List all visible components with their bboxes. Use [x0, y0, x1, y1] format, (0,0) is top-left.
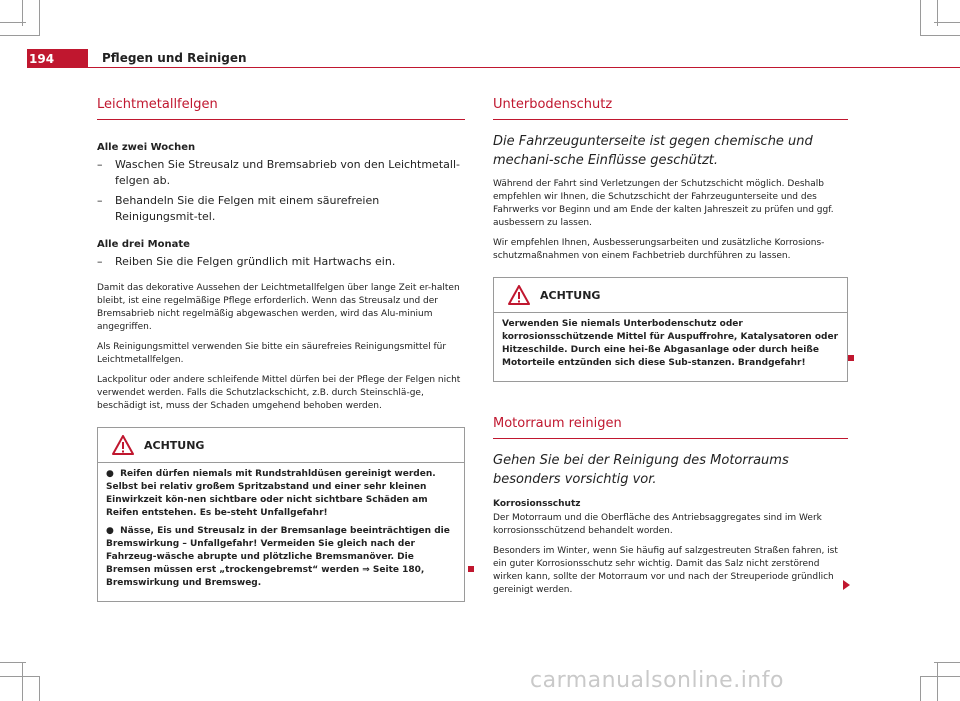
section-end-marker: [848, 355, 854, 361]
dash-bullet: –: [97, 255, 103, 268]
section-end-marker: [468, 566, 474, 572]
crop-mark: [937, 0, 938, 26]
list-item: [97, 157, 465, 189]
right-column: [493, 97, 848, 604]
header-divider: [88, 67, 960, 68]
list-item: [97, 193, 465, 225]
warning-title: ACHTUNG: [540, 288, 601, 302]
paragraph: Wir empfehlen Ihnen, Ausbesserungsarbeiten und zusätzliche Korrosions-schutzmaßnahmen von einem Fachbetrieb durchführen zu lassen.: [493, 238, 825, 261]
bullet-dot: ●: [106, 469, 121, 479]
warning-item: [106, 468, 456, 520]
warning-header: [98, 428, 464, 463]
crop-mark: [0, 35, 40, 36]
warning-box: [97, 427, 465, 602]
warning-title: ACHTUNG: [144, 438, 205, 452]
paragraph: Lackpolitur oder andere schleifende Mittel dürfen bei der Pflege der Felgen nicht verwendet werden. Falls die Schutzlackschicht, z.B. durch Steinschlä-ge, beschädigt ist, muss der Schaden umgehend behoben werden.: [97, 375, 461, 411]
list-item-text: Behandeln Sie die Felgen mit einem säurefreien Reinigungsmit-tel.: [115, 194, 380, 223]
dash-bullet: –: [97, 194, 103, 207]
dash-bullet: –: [97, 158, 103, 171]
crop-mark: [22, 0, 23, 26]
left-column: [97, 97, 465, 602]
paragraph: Damit das dekorative Aussehen der Leichtmetallfelgen über lange Zeit er-halten bleibt, ist eine regelmäßige Pflege erforderlich. Wenn das Streusalz und der Bremsabrieb nicht regelmäßig abgewaschen werden, wird das Alu-minium angegriffen.: [97, 283, 460, 332]
crop-mark: [920, 35, 960, 36]
crop-mark: [39, 0, 40, 36]
watermark: carmanualsonline.info: [530, 668, 784, 693]
paragraph: Während der Fahrt sind Verletzungen der Schutzschicht möglich. Deshalb empfehlen wir Ihnen, die Schutzschicht der Fahrzeugunterseite und des Fahrwerks vor Beginn und am Ende der kalten Jahreszeit zu prüfen und ggf. ausbessern zu lassen.: [493, 179, 834, 228]
chapter-title: Pflegen und Reinigen: [102, 51, 247, 65]
section-heading-rims: Leichtmetallfelgen: [97, 97, 465, 120]
continue-arrow-icon: [843, 580, 850, 590]
section-intro: Gehen Sie bei der Reinigung des Motorraums besonders vorsichtig vor.: [493, 453, 789, 487]
subheading-every-two-weeks: Alle zwei Wochen: [97, 142, 196, 153]
warning-item-text: Nässe, Eis und Streusalz in der Bremsanlage beeinträchtigen die Bremswirkung – Unfallgefahr! Vermeiden Sie gleich nach der Fahrzeug-wäsche abrupte und plötzliche Bremsmanöver. Die Bremsen müssen erst „trockengebremst“ werden ⇒ Seite 180, Bremswirkung und Bremsweg.: [106, 526, 450, 588]
list-item-text: Reiben Sie die Felgen gründlich mit Hartwachs ein.: [115, 255, 396, 268]
paragraph: Der Motorraum und die Oberfläche des Antriebsaggregates sind im Werk korrosionsschützend behandelt worden.: [493, 513, 822, 536]
subheading-corrosion-protection: Korrosionsschutz: [493, 499, 581, 509]
crop-mark: [937, 662, 938, 701]
crop-mark: [22, 662, 23, 701]
crop-mark: [920, 0, 921, 36]
list-item-text: Waschen Sie Streusalz und Bremsabrieb von den Leichtmetall-felgen ab.: [115, 158, 460, 187]
crop-mark: [39, 676, 40, 701]
crop-mark: [920, 676, 921, 701]
page-number: 194: [27, 49, 88, 68]
warning-body: [494, 313, 847, 381]
warning-body: [98, 463, 464, 601]
section-intro: Die Fahrzeugunterseite ist gegen chemische und mechani-sche Einflüsse geschützt.: [493, 134, 813, 168]
warning-box: [493, 277, 848, 382]
section-heading-engine-bay: Motorraum reinigen: [493, 416, 848, 439]
bullet-dot: ●: [106, 526, 121, 536]
section-heading-underbody: Unterbodenschutz: [493, 97, 848, 120]
warning-item-text: Reifen dürfen niemals mit Rundstrahldüsen gereinigt werden. Selbst bei relativ großem Spritzabstand und einer sehr kleinen Einwirkzeit kön-nen sichtbare oder nicht sichtbare Schäden am Reifen entstehen. Es be-steht Unfallgefahr!: [106, 469, 436, 518]
crop-mark: [920, 676, 960, 677]
warning-triangle-icon: [112, 435, 134, 455]
warning-header: [494, 278, 847, 313]
paragraph: Als Reinigungsmittel verwenden Sie bitte ein säurefreies Reinigungsmittel für Leichtmetallfelgen.: [97, 342, 447, 365]
crop-mark: [0, 676, 40, 677]
paragraph: Besonders im Winter, wenn Sie häufig auf salzgestreuten Straßen fahren, ist ein guter Korrosionsschutz sehr wichtig. Damit das Salz nicht zerstörend wirken kann, sollte der Motorraum vor und nach der Streuperiode gründlich gereinigt werden.: [493, 546, 838, 595]
warning-item: [106, 525, 456, 590]
warning-text: Verwenden Sie niemals Unterbodenschutz oder korrosionsschützende Mittel für Auspuffrohre, Katalysatoren oder Hitzeschilde. Durch eine hei-ße Abgasanlage oder durch heiße Motorteile entzünden sich diese Sub-stanzen. Brandgefahr!: [502, 319, 839, 368]
list-item: [97, 254, 465, 270]
subheading-every-three-months: Alle drei Monate: [97, 239, 190, 250]
warning-triangle-icon: [508, 285, 530, 305]
